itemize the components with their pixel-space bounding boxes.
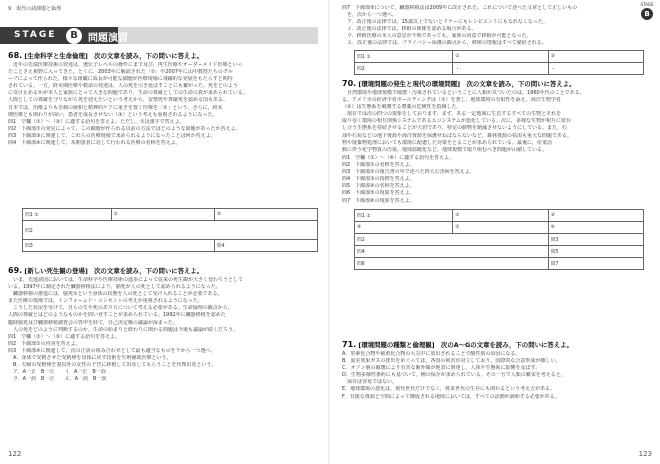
stage-letter-badge: B <box>66 28 82 44</box>
text-line: いる。1997年に制定された臓器移植法により，脳死が人の死として認められるようになった。 <box>8 284 221 291</box>
text-line: 問1 空欄（①）～（⑥）に適する語句を答えよ。 <box>342 155 455 161</box>
text-line: 動に伴う化学物質の汚染，地球温暖化など，地球規模で取り組むべき問題が山積している。 <box>342 146 548 153</box>
text-line: D．生物多様性条約にも基づいて，種の保存が求められている。その一方で人類の繁栄を考えると， <box>342 372 566 379</box>
answer-cell[interactable]: 問6 <box>355 258 549 270</box>
question-number: 70. <box>342 79 357 88</box>
text-line: こうした状況を受けて，自らの生や死のあり方について考える必要がある。生命倫理の観点から， <box>8 305 233 312</box>
text-line: 物や廃棄物処理においても環境に配慮した対策をとることが求められている。最後に，産業活 <box>342 139 553 146</box>
text-line: F．有限な資源と空間によって構成される地球においては，すべての活動が調和する必要がある。 <box>342 393 560 400</box>
text-line: 自然環境や地球規模で破壊・汚染されているということに人類が気づいたのは，1960年代のことである。 <box>342 90 585 96</box>
text-line: C．オゾン層の破壊により有害な紫外線が地表に到達し，人体や生態系に影響を及ぼす。 <box>342 365 541 372</box>
text-line: 問1 空欄（①）～（③）に適する語句を答えよ。ただし，①は漢字で答えよ。 <box>8 118 185 125</box>
answer-cell[interactable]: ⑥ <box>548 222 643 234</box>
text-line: 保存は容易ではない。 <box>342 379 398 386</box>
answer-cell[interactable]: ③ <box>548 210 643 222</box>
text-line: 問7 下線部⑥の現象を答えよ。 <box>342 197 415 204</box>
answer-cell[interactable]: 問4 <box>355 246 549 258</box>
text-line: 問3 下線部④に関連して，次の正誤の組み合わせとして最も適当なものを下から一つ選べ。 <box>8 347 216 354</box>
text-line: 問6 下線部⑤の現象を答えよ。 <box>342 190 415 197</box>
answer-cell[interactable]: 問1 ① <box>355 210 453 222</box>
text-line: されている。一方，終末期医療や救命の発達は，人の死を引き延ばすことにも繋がった。死をどのよう <box>8 83 239 90</box>
question-68-heading <box>8 51 203 60</box>
question-68-answer-table <box>22 208 318 252</box>
text-line: 油や石炭などの地下資源や海洋資源を保護せねばならないなど，森林資源の枯渇も重大な問題である。 <box>342 132 573 139</box>
text-line: B．温室効果ガスの排出をめぐっては，各国の利害が対立しており，国際的な合意形成が難しい。 <box>342 358 561 365</box>
answer-cell[interactable]: 問7 <box>548 258 643 270</box>
answer-cell[interactable]: 問4 <box>214 240 317 252</box>
question-title: [生命科学と生命倫理] 次の文章を読み，下の問いに答えよ。 <box>24 52 204 60</box>
text-line: ウ．A一誤 B一正 エ．A一誤 B一誤 <box>8 376 107 383</box>
answer-cell[interactable]: 問5 <box>548 246 643 258</box>
text-line: 問3 下線部②の報告書の中で述べた四大公害病を答えよ。 <box>342 169 475 176</box>
text-line: 問5 下線部④の名称を答えよ。 <box>342 183 415 190</box>
answer-cell[interactable]: 問3 <box>548 234 643 246</box>
question-title: [環境問題の種類と倫理観] 次のA～Gの文章を読み，下の問いに答えよ。 <box>358 341 573 349</box>
text-line: E．地球環境の悪化は，現代世代だけでなく，将来世代の生存にも関わるという考え方がある。 <box>342 386 556 393</box>
question-70-answer-table <box>354 209 644 270</box>
running-head: 9 現代の諸課題と倫理 <box>8 6 62 12</box>
text-line: ウ．移植医療の本人の意思が不明であっても，家族の同意で移植が可能となった。 <box>342 33 532 40</box>
question-number: 69. <box>8 266 23 275</box>
answer-cell[interactable]: 問1 ① <box>355 51 453 63</box>
question-70-heading <box>342 79 576 88</box>
page-number: 123 <box>638 450 652 458</box>
text-line: 近年の先端医療技術の発達は，遺伝子レベルの操作にまで及び，再生医療やオーダーメイド医療といっ <box>8 62 243 68</box>
text-line: （②）は生態系を破壊する農薬の危険性を指摘した。 <box>342 104 462 111</box>
question-68-body <box>8 62 320 147</box>
answer-cell[interactable]: 問1 ① <box>23 209 112 221</box>
question-70-subquestions <box>342 155 646 205</box>
question-71-heading <box>342 340 573 349</box>
text-line: 問7 下線部⑤について，臓器移植法は2009年に改正された。これについて述べた文章として正しいもの <box>342 5 578 11</box>
question-71-body <box>342 351 646 401</box>
text-line: たことさえ視野に入ってきた。とくに，2003年に解読された「①」や2007年に山中教授たちのグル <box>8 69 233 76</box>
question-69-heading <box>8 266 203 275</box>
question-69-body <box>8 277 320 383</box>
text-line: 現在では次の四つの現象をしております。まず，ある一定地域に生息するすべての生物とそれを <box>342 111 562 118</box>
answer-cell[interactable]: ③ <box>548 51 643 63</box>
text-line: エ．改正後の法律では，プライバシー保護の観点から，移植の情報はすべて秘匿される。 <box>342 40 547 47</box>
text-line: 問1 空欄（①）～（③）に適する語句を答えよ。 <box>8 333 121 340</box>
text-line: 取り巻く環境の相互関係システムであるエコシステムが悪化している。次に，多様な生物が相互に依存 <box>342 118 572 125</box>
previous-answer-table <box>354 50 644 75</box>
answer-cell[interactable]: ・ <box>453 63 548 75</box>
answer-cell[interactable]: ② <box>453 210 548 222</box>
text-line: 問4 下線部④に関連して，末期患者に対して行われる医療の名称を答えよ。 <box>8 140 181 147</box>
text-line: ア．改正後の法律では，15歳以上でないとドナーにもレシピエントにもなれなくなった。 <box>342 19 548 26</box>
answer-cell[interactable]: ④ <box>355 222 453 234</box>
previous-question-continuation <box>342 5 634 48</box>
text-line: また医療の現場では，インフォームド・コンセントの考えが重視されるようになった。 <box>8 298 203 305</box>
text-line: し合う生態系を持続させることが大切であり，特定の動物を絶滅させないようにしている。また，石 <box>342 125 568 132</box>
stage-label: STAGE <box>14 30 57 40</box>
page-number: 122 <box>8 450 22 458</box>
text-line: を，次から一つ選べ。 <box>342 12 398 19</box>
text-line: イ．改正後の法律では，移植の関係を認める場合がある。 <box>342 26 477 33</box>
text-line: ープによって作られた，様々な組織に成長が可能な細胞が医療現場に飛躍的な発展をもたらすと期待 <box>8 76 233 83</box>
text-line: 期医療とも関わりが深い，患者を成長させない（③）という考えも重視されるようになった。 <box>8 111 218 118</box>
answer-cell[interactable]: ③ <box>214 209 317 221</box>
stage-tab-label: STAGE <box>640 2 654 7</box>
question-number: 71. <box>342 340 357 349</box>
text-line: いま，先進諸国においては，生命科学や医療技術の進歩によって従来の死生観が大きく変わろうとして <box>8 277 244 283</box>
answer-cell[interactable]: ⑤ <box>453 222 548 234</box>
answer-cell[interactable]: 問2 <box>355 63 453 75</box>
text-line: 臓器移植の推進には，脳死①という身体の状態を人の死として受け入れることが必要である。 <box>8 291 223 298</box>
text-line: 問2 下線部①の発見によって，この細胞が作られる以前の方法ではどのような問題があったか答えよ。 <box>8 125 241 132</box>
question-title: [環境問題の発生と現代の環境問題] 次の文章を読み，下の問いに答えよ。 <box>358 80 576 88</box>
stage-tab <box>638 2 656 20</box>
answer-cell[interactable]: 問2 <box>355 234 549 246</box>
text-line: 問3 下線部③に関連して，これらの医療現場で求められるようになったことは何か答えよ。 <box>8 132 216 139</box>
question-70-body <box>342 90 646 154</box>
text-line: A．身体で受精させた受精卵を母体に戻す技術を生殖補助医療という。 <box>8 355 172 362</box>
text-line: 人の死をどのように判断するのか，生命の始まりと終わりに関わる問題は今後も議論が続くだろう。 <box>8 326 239 333</box>
text-line: A．窒素化合物や硫黄化合物の大気中に放出されることで酸性雨の原因になる。 <box>342 351 521 357</box>
section-title: 問題演習 <box>88 33 128 44</box>
stage-tab-letter: B <box>641 8 653 20</box>
right-page <box>330 0 660 464</box>
answer-cell[interactable]: ② <box>111 209 214 221</box>
text-line: 日本では，治療よりも苦痛の緩和と精神的ケアに重きを置く医療を「②」という。さらに，終末 <box>8 104 223 111</box>
question-title: [新しい死生観の登場] 次の文章を読み，下の問いに答えよ。 <box>24 267 204 275</box>
text-line: 問2 下線部①の名称を答えよ。 <box>342 162 415 169</box>
answer-cell[interactable]: 問3 <box>23 240 215 252</box>
text-line: 人間としての尊厳を守りながら死を迎えたいという考えから，安楽死や尊厳死を認める国もある。 <box>8 97 229 104</box>
text-line: 問2 下線部①の内容を答えよ。 <box>8 340 81 347</box>
answer-cell[interactable]: ・ <box>548 63 643 75</box>
text-line: ア．A一正 B一正 イ．A一正 B一誤 <box>8 369 106 376</box>
text-line: 臨時脳死及び臓器移植調査会の答申を経て，自己決定権の議論が深まった。 <box>8 319 178 326</box>
text-line: 問4 下線部③の指標を答えよ。 <box>342 176 415 183</box>
text-line: B．夫婦の受精卵を妻以外の女性の子宮に移植して出産してもらうことを代理出産という。 <box>8 362 217 369</box>
text-line: 人間の尊厳とはどのようなものかを問い直すことが求められている。1992年に臓器移植を認めた <box>8 312 226 319</box>
text-line: る。アメリカの経済学者ボールディングは（①）を著し，地球環境の有限性を訴え，海洋生物学者 <box>342 97 561 104</box>
answer-cell[interactable]: 問2 <box>23 221 318 240</box>
text-line: に受け止めるかが本人と家族にとって大きな問題であり，生命の尊厳としての生命の質が求められている。 <box>8 90 248 97</box>
question-number: 68. <box>8 51 23 60</box>
answer-cell[interactable]: ② <box>453 51 548 63</box>
